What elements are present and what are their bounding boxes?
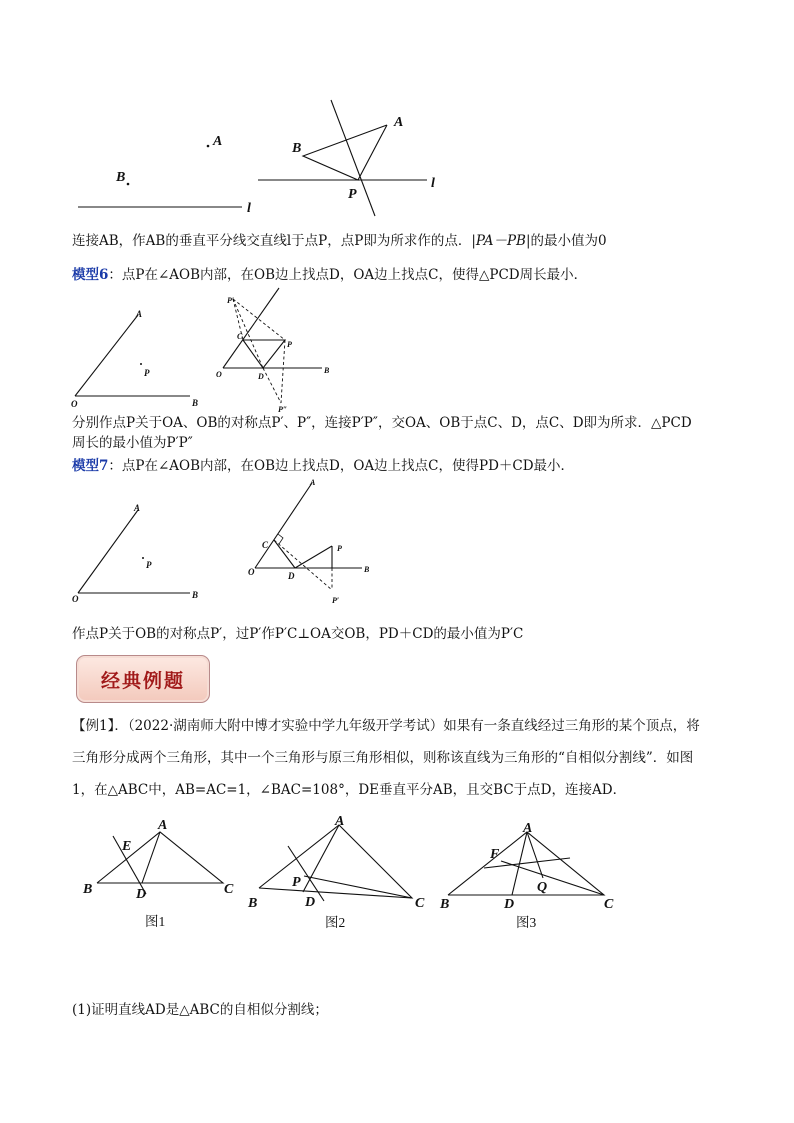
ray-oa bbox=[75, 315, 138, 396]
model6-answer-line2: 周长的最小值为P′P″ bbox=[72, 435, 193, 451]
label-b: B bbox=[192, 398, 199, 408]
label-a: A bbox=[134, 503, 141, 513]
caption-figure2: 图2 bbox=[325, 915, 346, 930]
model6-answer-line1: 分别作点P关于OA、OB的对称点P′、P″，连接P′P″，交OA、OB于点C、D，点C、D即为所求．△PCD bbox=[72, 415, 692, 431]
segment-dp bbox=[295, 546, 332, 568]
model7-statement: ：点P在∠AOB内部，在OB边上找点D，OA边上找点C，使得PD＋CD最小． bbox=[108, 458, 575, 474]
example1-line1: 【例1】．（2022·湖南师大附中博才实验中学九年级开学考试）如果有一条直线经过三角形的某个顶点，将 bbox=[72, 718, 700, 734]
section1-text-tail: 的最小值为0 bbox=[530, 233, 607, 249]
label-p: P bbox=[146, 560, 152, 570]
dash-p-p2 bbox=[281, 340, 285, 403]
model7-figure-left bbox=[68, 500, 208, 605]
label-c: C bbox=[604, 897, 614, 912]
label-a: A bbox=[136, 309, 143, 319]
label-b: B bbox=[116, 170, 126, 185]
label-a: A bbox=[213, 134, 223, 149]
label-b: B bbox=[192, 590, 199, 600]
label-d: D bbox=[136, 887, 147, 902]
label-d: D bbox=[504, 897, 515, 912]
ray-oa bbox=[78, 510, 138, 593]
label-a: A bbox=[310, 478, 316, 487]
right-angle-mark bbox=[278, 534, 283, 544]
section1-text: 连接AB，作AB的垂直平分线交直线l于点P，点P即为所求作的点． bbox=[72, 233, 472, 249]
label-c: C bbox=[237, 332, 243, 341]
label-p-prime: P′ bbox=[332, 596, 340, 605]
label-q: Q bbox=[537, 880, 548, 895]
example1-line2: 三角形分成两个三角形，其中一个三角形与原三角形相似，则称该直线为三角形的“自相似分割线”．如图 bbox=[72, 750, 694, 766]
label-l: l bbox=[431, 176, 435, 191]
label-f: F bbox=[490, 847, 500, 862]
label-o: O bbox=[71, 399, 78, 409]
example1-figure2 bbox=[245, 810, 435, 935]
label-e: E bbox=[122, 839, 132, 854]
ray-oa bbox=[255, 483, 312, 568]
badge-title: 经典例题 bbox=[100, 669, 185, 692]
label-d: D bbox=[258, 372, 264, 381]
label-l: l bbox=[247, 201, 251, 216]
model6-figure-right bbox=[212, 285, 342, 415]
label-o: O bbox=[72, 594, 79, 604]
triangle-abc bbox=[259, 825, 412, 898]
caption-figure3: 图3 bbox=[516, 915, 537, 930]
label-p: P bbox=[144, 368, 150, 378]
classic-examples-badge bbox=[76, 655, 210, 703]
label-o: O bbox=[248, 567, 255, 577]
label-b: B bbox=[292, 141, 302, 156]
example1-question1: (1)证明直线AD是△ABC的自相似分割线； bbox=[72, 1002, 328, 1018]
label-c: C bbox=[224, 882, 234, 897]
abs-expression: |PA－PB| bbox=[471, 233, 531, 249]
example1-line3: 1，在△ABC中，AB=AC=1，∠BAC=108°，DE垂直平分AB，且交BC于点D，连接AD． bbox=[72, 782, 627, 798]
label-p-prime: P′ bbox=[227, 296, 235, 305]
model7-label: 模型7 bbox=[72, 458, 109, 474]
label-a: A bbox=[335, 814, 345, 829]
dash-c-p-prime bbox=[274, 540, 332, 590]
label-a: A bbox=[523, 821, 533, 836]
label-p: P bbox=[292, 875, 301, 890]
model6-heading bbox=[72, 265, 587, 285]
model7-heading bbox=[72, 456, 574, 476]
label-b: B bbox=[248, 896, 258, 911]
label-c: C bbox=[262, 540, 269, 550]
label-d: D bbox=[305, 895, 316, 910]
dash-d-p2 bbox=[263, 368, 281, 403]
segment-cd bbox=[274, 540, 295, 568]
label-d: D bbox=[288, 571, 295, 581]
label-p: P bbox=[337, 544, 342, 553]
line-through-p bbox=[288, 846, 324, 901]
label-b: B bbox=[440, 897, 450, 912]
point-b bbox=[127, 183, 130, 186]
label-b: B bbox=[324, 366, 330, 375]
label-p: P bbox=[287, 340, 292, 349]
model6-statement: ：点P在∠AOB内部，在OB边上找点D，OA边上找点C，使得△PCD周长最小． bbox=[108, 267, 588, 283]
label-b: B bbox=[83, 882, 93, 897]
label-a: A bbox=[158, 818, 168, 833]
label-a: A bbox=[394, 115, 404, 130]
label-p-double-prime: P″ bbox=[278, 405, 288, 414]
point-p bbox=[142, 557, 144, 559]
label-p: P bbox=[348, 187, 357, 202]
model6-label: 模型6 bbox=[72, 267, 109, 283]
section1-explanation bbox=[72, 231, 607, 251]
figure-perpendicular-bisector bbox=[255, 98, 455, 223]
model7-answer: 作点P关于OB的对称点P′，过P′作P′C⊥OA交OB，PD＋CD的最小值为P′C bbox=[72, 626, 524, 642]
triangle-abc bbox=[97, 832, 223, 883]
model6-figure-left bbox=[68, 305, 208, 410]
figure-points-and-line bbox=[60, 120, 260, 220]
model7-figure-right bbox=[244, 475, 384, 610]
point-p bbox=[140, 363, 142, 365]
label-c: C bbox=[415, 896, 425, 911]
point-a bbox=[207, 145, 210, 148]
label-b: B bbox=[364, 565, 370, 574]
label-o: O bbox=[216, 370, 222, 379]
triangle-abp bbox=[303, 125, 387, 180]
caption-figure1: 图1 bbox=[145, 914, 166, 929]
example1-figure3 bbox=[435, 815, 625, 935]
example1-figure1 bbox=[75, 815, 250, 935]
triangle-pcd bbox=[243, 340, 285, 368]
